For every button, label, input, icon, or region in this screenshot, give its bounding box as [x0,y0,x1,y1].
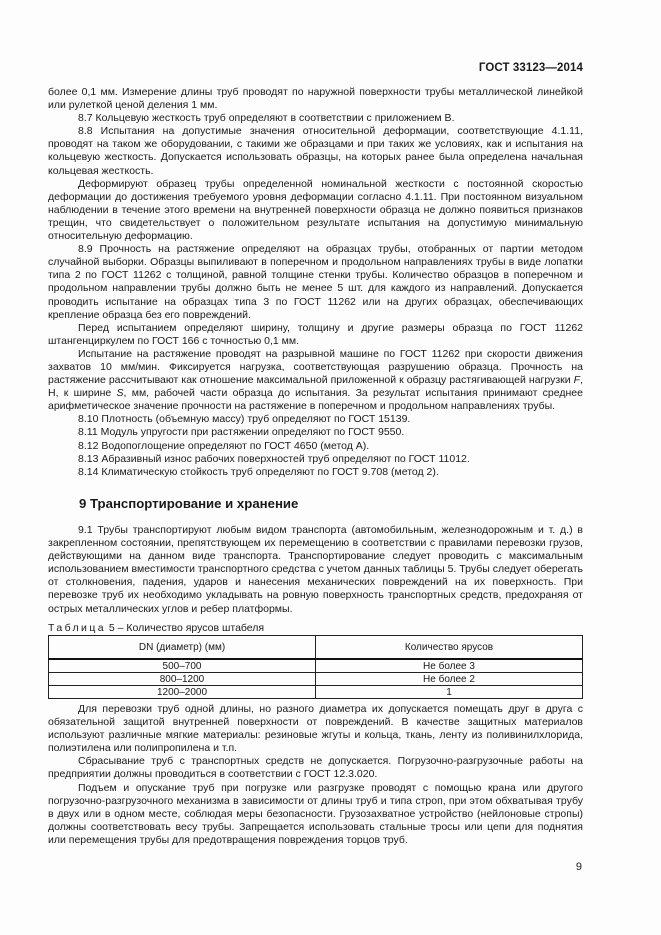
cell-diameter: 500–700 [49,659,316,673]
table-caption-label: Таблица [48,622,106,634]
clause-8-8: 8.8 Испытания на допустимые значения относительной деформации, соответствующие 4.1.11, проводят на таком же оборудовании, с такими же образцами и при таких же условиях, как и испытания на кольцевую жесткость. Допускается использовать образцы, на которых ранее была определена начальная кольцевая жесткость. [48,125,583,177]
header-tiers: Количество ярусов [316,636,583,660]
variable-s: S [116,387,124,400]
paragraph: Перед испытанием определяют ширину, толщину и другие размеры образца по ГОСТ 11262 штангенциркулем по ГОСТ 166 с точностью 0,1 мм. [48,321,583,347]
cell-diameter: 800–1200 [49,673,316,686]
cell-diameter: 1200–2000 [49,686,316,699]
variable-f: F [573,374,581,387]
clause-8-13: 8.13 Абразивный износ рабочих поверхностей труб определяют по ГОСТ 11012. [78,452,470,465]
storage-text [48,703,583,847]
clause-8-9: 8.9 Прочность на растяжение определяют на образцах трубы, отобранных от партии методом случайной выборки. Образцы выпиливают в поперечном и продольном направлениях трубы в виде лопатки типа 2 по ГОСТ 11262 с толщиной, равной толщине стенки трубы. Количество образцов в поперечном и продольном направлении трубы должно быть не менее 5 шт. для каждого из направлений. Допускается проводить испытание на образцах типа 3 по ГОСТ 11262 или на других образцах, обеспечивающих крепление образца без его повреждений. [48,243,583,321]
clause-8-7: 8.7 Кольцевую жесткость труб определяют в соответствии с приложением В. [78,112,455,125]
tensile-paragraph [48,348,583,413]
table-row [49,659,583,673]
page-number: 9 [575,861,582,873]
paragraph: Для перевозки труб одной длины, но разного диаметра их допускается помещать друг в друга с обязательной защитой внутренней поверхности от повреждений. В качестве защитных материалов используют различные мягкие материалы: резиновые жгуты и кольца, ткань, ленту из поливинилхлорида, полиэтилена или полипропилена и т.п. [48,703,583,755]
paragraph: более 0,1 мм. Измерение длины труб проводят по наружной поверхности трубы металлической линейкой или рулеткой ценой деления 1 мм. [48,86,583,112]
standard-header: ГОСТ 33123—2014 [478,62,583,74]
header-diameter: DN (диаметр) (мм) [49,636,316,660]
tiers-table [48,635,583,699]
section9-text [48,524,583,616]
cell-tiers: Не более 2 [316,673,583,686]
table-row [49,686,583,699]
section8-text [48,86,583,479]
clause-9-1: 9.1 Трубы транспортируют любым видом транспорта (автомобильным, железнодорожным и т. д.) в закрепленном состоянии, препятствующем их перемещению в соответствии с правилами перевозки грузов, действующими на данном виде транспорта. Транспортирование следует проводить с максимальным использованием вместимости транспортного средства с учетом данных таблицы 5. Трубы следует оберегать от столкновения, падения, ударов и нанесения механических повреждений на их поверхность. При перевозке труб их необходимо укладывать на ровную поверхность транспортных средств, предохраняя от острых металлических углов и ребер платформы. [48,524,583,615]
paragraph: Деформируют образец трубы определенной номинальной жесткости с постоянной скоростью деформации до достижения требуемого уровня деформации согласно 4.1.11. При постоянном визуальном наблюдении в течение этого времени на внутренней поверхности образца не должно появиться признаков трещин, что свидетельствует о положительном результате испытания на допустимую минимальную относительную деформацию. [48,177,583,243]
cell-tiers: 1 [316,686,583,699]
text-part: , мм, рабочей части образца до испытания. За результат испытания принимают среднее арифметическое значение прочности на растяжение в поперечном и продольном направлениях трубы. [48,387,583,413]
clause-8-10: 8.10 Плотность (объемную массу) труб определяют по ГОСТ 15139. [78,413,411,426]
clause-8-14: 8.14 Климатическую стойкость труб определяют по ГОСТ 9.708 (метод 2). [78,465,439,478]
text-part: , Н, к ширине [48,374,583,400]
cell-tiers: Не более 3 [316,659,583,673]
text-part: Испытание на растяжение проводят на разрывной машине по ГОСТ 11262 при скорости движения захватов 10 мм/мин. Фиксируется нагрузка, соответствующая разрушению образца. Прочность на растяжение рассчитывают как отношение максимальной приложенной к образцу растягивающей нагрузки [48,347,583,387]
table-row [49,673,583,686]
table-header-row [49,636,583,660]
clause-8-12: 8.12 Водопоглощение определяют по ГОСТ 4650 (метод А). [78,439,370,452]
paragraph: Сбрасывание труб с транспортных средств не допускается. Погрузочно-разгрузочные работы на предприятии должны проводиться в соответствии с ГОСТ 12.3.020. [48,755,583,781]
section-9-title: 9 Транспортирование и хранение [79,496,299,511]
table-caption-text: 5 – Количество ярусов штабеля [105,622,265,634]
paragraph: Подъем и опускание труб при погрузке или разгрузке проводят с помощью крана или другого погрузочно-разгрузочного механизма в зависимости от длины труб и типа строп, при этом обхватывая трубу в двух или в одном месте, соблюдая меры безопасности. Грузозахватное устройство (нейлоновые стропы) должны соответствовать весу трубы. Запрещается использовать стальные тросы или цепи для поднятия или перемещения трубы для предотвращения повреждения торцов труб. [48,781,583,846]
clause-8-11: 8.11 Модуль упругости при растяжении определяют по ГОСТ 9550. [78,426,405,439]
table-caption [48,622,264,634]
